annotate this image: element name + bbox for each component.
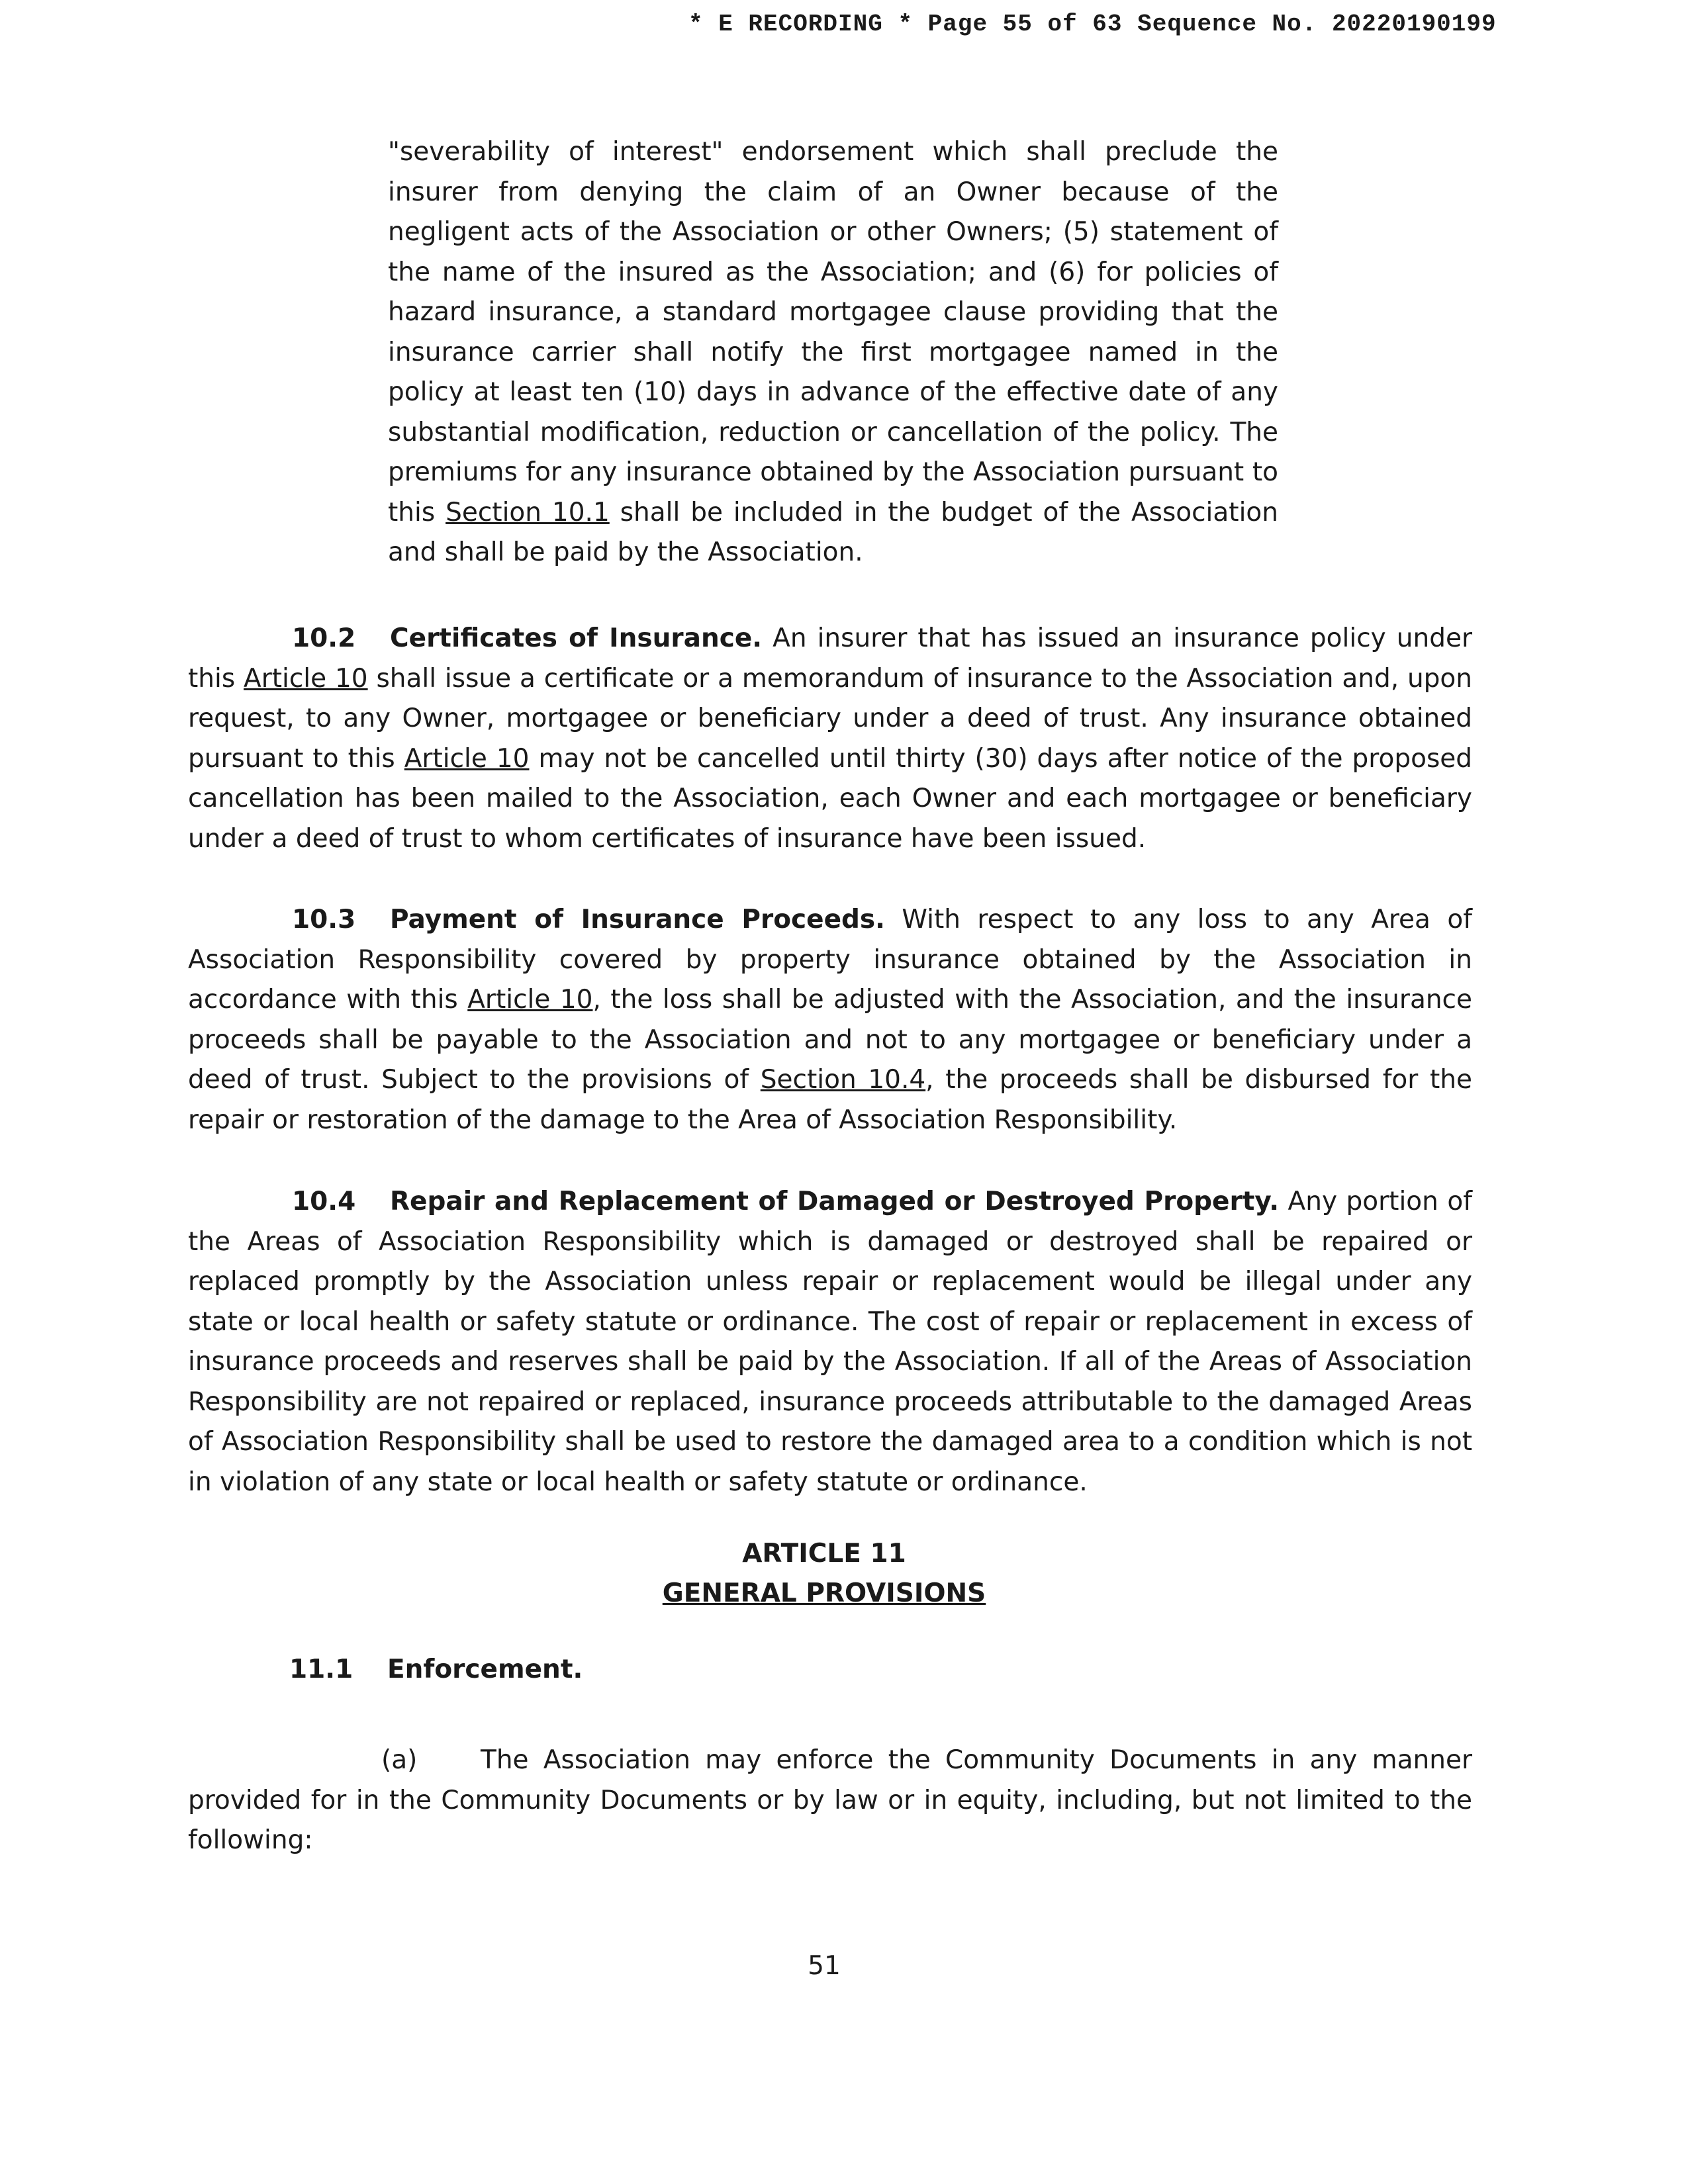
section-10-3 (188, 900, 1472, 1140)
section-10-3-number: 10.3 (292, 905, 356, 934)
paragraph-a (188, 1741, 1472, 1861)
section-10-2-text-2: shall issue a certificate or a memorandum of insurance to the Association and, upon request, to any Owner, mortgagee or beneficiary under a deed of trust. Any insurance obtained pursuant to this (188, 663, 1473, 774)
paragraph-a-text: The Association may enforce the Community Documents in any manner provided for in the Community Documents or by law or in equity, including, but not limited to the following: (188, 1745, 1472, 1855)
paragraph-a-label: (a) (381, 1745, 418, 1775)
section-10-4 (188, 1182, 1472, 1502)
section-10-4-title: Repair and Replacement of Damaged or Destroyed Property. (390, 1187, 1280, 1216)
recording-stamp: * E RECORDING * Page 55 of 63 Sequence No. 20220190199 (688, 11, 1497, 38)
section-10-3-text-2: , the loss shall be adjusted with the Association, and the insurance proceeds shall be payable to the Association and not to any mortgagee or beneficiary under a deed of trust. Subject to the provisions of (188, 985, 1472, 1095)
section-10-1-reference: Section 10.1 (445, 497, 610, 527)
section-10-2-text-3: may not be cancelled until thirty (30) days after notice of the proposed cancellation has been mailed to the Association, each Owner and each mortgagee or beneficiary under a deed of trust to whom certificates of insurance have been issued. (188, 743, 1473, 854)
article-10-reference: Article 10 (467, 985, 593, 1015)
continued-text-2: shall be included in the budget of the Association and shall be paid by the Association. (388, 497, 1278, 567)
article-10-reference: Article 10 (404, 743, 530, 774)
section-10-3-text-1: With respect to any loss to any Area of Association Responsibility covered by property insurance obtained by the Association in accordance with this (188, 905, 1472, 1015)
section-10-4-number: 10.4 (292, 1187, 356, 1216)
section-10-3-title: Payment of Insurance Proceeds. (390, 905, 885, 934)
section-10-4-text-1: Any portion of the Areas of Association Responsibility which is damaged or destroyed shall be repaired or replaced promptly by the Association unless repair or replacement would be illegal under any state or local health or safety statute or ordinance. The cost of repair or replacement in excess of insurance proceeds and reserves shall be paid by the Association. If all of the Areas of Association Responsibility are not repaired or replaced, insurance proceeds attributable to the damaged Areas of Association Responsibility shall be used to restore the damaged area to a condition which is not in violation of any state or local health or safety statute or ordinance. (188, 1187, 1472, 1497)
section-10-3-text-3: , the proceeds shall be disbursed for the repair or restoration of the damage to the Area of Association Responsibility. (188, 1065, 1472, 1135)
section-11-1-heading (289, 1655, 583, 1684)
page-number: 51 (808, 1951, 841, 1981)
article-11-heading (0, 1534, 1648, 1614)
section-10-4-reference: Section 10.4 (760, 1065, 926, 1095)
continued-text-1: "severability of interest" endorsement which shall preclude the insurer from denying the claim of an Owner because of the negligent acts of the Association or other Owners; (5) statement of the name of the insured as the Association; and (6) for policies of hazard insurance, a standard mortgagee clause providing that the insurance carrier shall notify the first mortgagee named in the policy at least ten (10) days in advance of the effective date of any substantial modification, reduction or cancellation of the policy. The premiums for any insurance obtained by the Association pursuant to this (388, 137, 1278, 527)
section-11-1-number: 11.1 (289, 1655, 353, 1684)
section-10-2 (188, 619, 1472, 859)
section-10-2-title: Certificates of Insurance. (390, 623, 763, 653)
section-10-2-number: 10.2 (292, 623, 356, 653)
continued-paragraph (388, 132, 1278, 573)
article-11-title: GENERAL PROVISIONS (662, 1578, 986, 1608)
article-10-reference: Article 10 (244, 663, 368, 694)
article-11-label: ARTICLE 11 (742, 1539, 906, 1569)
section-11-1-title: Enforcement. (387, 1655, 583, 1684)
section-10-2-text-1: An insurer that has issued an insurance policy under this (188, 623, 1472, 694)
